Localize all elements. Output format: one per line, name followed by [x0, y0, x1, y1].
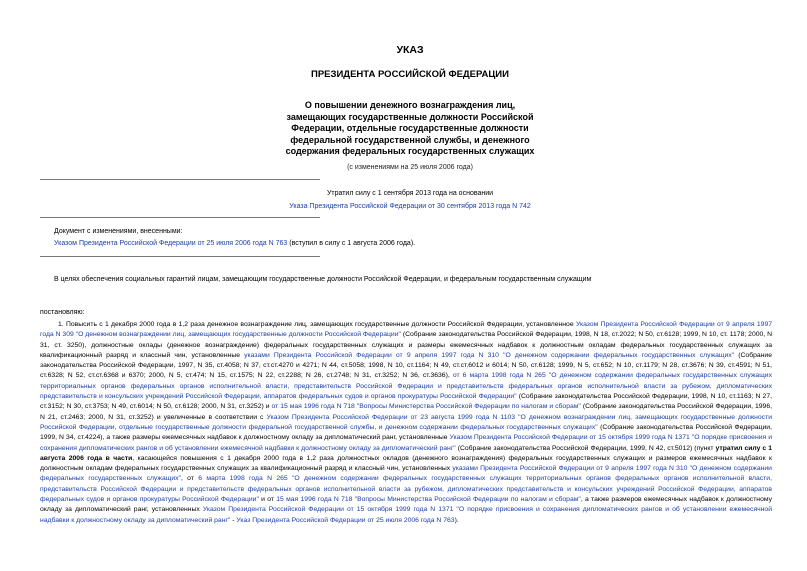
clause-text: (Собрание законодательства Российской Федерации, 1996, N 21, ст.2463; 2000, N 31, ст.3252) и увеличенные в соответствии с — [40, 403, 772, 421]
clause-text: ). — [454, 516, 459, 524]
decree-issuer: ПРЕЗИДЕНТА РОССИЙСКОЙ ФЕДЕРАЦИИ — [311, 69, 509, 80]
resolve-word: постановляю: — [40, 309, 85, 316]
clause-text: (Собрание законодательства Российской Федерации, 1998, N 18, ст.2022; N 50, ст.6128; 1999, N 10, ст. 1178; 2000, N 31, ст. 3250), должностные оклады (денежное вознаграждение) федеральных государственных служащих и размеры ежемесячных надбавок к должностным окладам федеральных государственных служащих за квалификационный разряд и классный чин, установленные — [40, 331, 772, 359]
changes-link[interactable]: Указом Президента Российской Федерации от 25 июля 2006 года N 763 — [54, 240, 288, 247]
bold-text: утратил силу с 1 августа 2006 года в части — [40, 444, 772, 462]
reference-link[interactable]: Указом Президента Российской Федерации от 15 октября 1999 года N 1371 "О порядке присвоения и сохранения дипломатических рангов и об установлении ежемесячной надбавки к должностному окладу за дипломатический ранг" — [40, 506, 772, 524]
reference-link[interactable]: Указом Президента Российской Федерации от 15 октября 1999 года N 1371 "О порядке присвоения и сохранения дипломатических рангов и об установлении ежемесячной надбавки к должностному окладу за дипломатический ранг" — [40, 434, 772, 452]
changes-suffix: (вступил в силу с 1 августа 2006 года). — [287, 240, 416, 247]
clause-text: 1. Повысить с 1 декабря 2000 года в 1,2 раза денежное вознаграждение лиц, замещающих государственные должности Российской Федерации, установленное — [58, 321, 576, 328]
divider-left-mid — [40, 217, 320, 218]
decree-subject: О повышении денежного вознаграждения лиц, замещающих государственные должности Российской Федерации, отдельные государственные должности федеральной государственной службы, и денежного содержания федеральных государственных служащих — [285, 100, 535, 157]
clause-1 — [40, 320, 772, 526]
reference-link[interactable]: от 6 марта 1998 года N 265 "О денежном содержании федеральных государственных служащих территориальных органов федеральных органов исполнительной власти, представительств Российской Федерации и представительств федеральных органов исполнительной власти за рубежом, дипломатических представительств и консульских учреждений Российской Федерации, аппаратов федеральных судов и органов прокуратуры Российской Федерации" — [40, 372, 772, 401]
clause-text: , касающейся повышения с 1 декабря 2000 года в 1,2 раза должностных окладов (денежного вознаграждения) федеральных государственных служащих и размеров ежемесячных надбавок к должностным окладам федеральных государственных служащих за квалификационный разряд и классный чин, установленных — [40, 454, 772, 473]
reference-link[interactable]: 6 марта 1998 года N 265 "О денежном содержании федеральных государственных служащих территориальных органов федеральных органов исполнительной власти, представительств Российской Федерации и представительств федеральных органов исполнительной власти за рубежом, дипломатических представительств и консульских учреждений Российской Федерации, аппаратов федеральных судов и органов прокуратуры Российской Федерации" — [40, 475, 772, 504]
clause-text: - — [230, 516, 237, 524]
clause-text: (Собрание законодательства Российской Федерации, 1998, N 10, ст.1163; N 27, ст.3152; N 30, ст.3753; N 49, ст.6014; N 50, ст.6128; 2000, N 31, ст.3252) и — [40, 393, 773, 411]
reference-link[interactable]: Указ Президента Российской Федерации от 25 июля 2006 года N 763 — [236, 516, 455, 524]
reference-link[interactable]: указами Президента Российской Федерации от 9 апреля 1997 года N 310 "О денежном содержании федеральных государственных служащих" — [244, 351, 735, 359]
lapse-link[interactable]: Указа Президента Российской Федерации от 30 сентября 2013 года N 742 — [289, 203, 531, 210]
reference-link[interactable]: Указом Президента Российской Федерации от 23 августа 1999 года N 1103 "О денежном вознаграждении лиц, замещающих государственные должности Российской Федерации, отдельные государственные должности федеральной государственной службы, и денежном содержании федеральных государственных служащих" — [40, 413, 772, 431]
clause-text: (Собрание законодательства Российской Федерации, 1999, N 42, ст.5012) (пункт — [455, 444, 716, 452]
divider-left-bottom — [40, 256, 320, 257]
lapse-notice — [270, 187, 550, 213]
amendment-note: (с изменениями на 25 июля 2006 года) — [347, 164, 473, 171]
clause-text: (Собрание законодательства Российской Федерации, 1997, N 35, ст.4058; N 37, ст.ст.4270 и 4271; N 44, ст.5058; 1998, N 10, ст.1164; N 49, ст.ст.6012 и 6014; N 50, ст.6128; 1999, N 5, ст.652; N 10, ст.1179; N 28, ст.3676; N 39, ст.4591; N 51, ст.6328; N 52, ст.ст.6368 и 6370; 2000, N 5, ст.474; N 15, ст.1575; N 22, ст.2288; N 26, ст.2748; N 31, ст.3252; N 36, ст.3636), — [40, 351, 772, 380]
preamble: В целях обеспечения социальных гарантий лицам, замещающим государственные должности Российской Федерации, и федеральным государственным служащим — [54, 276, 592, 283]
reference-link[interactable]: указами Президента Российской Федерации от 9 апреля 1997 года N 310 "О денежном содержании федеральных государственных служащих" — [40, 465, 772, 483]
divider-left-top — [40, 179, 320, 180]
clause-text: (Собрание законодательства Российской Федерации, 1999, N 34, ст.4224), а также размеры ежемесячных надбавок к должностному окладу за дипломатический ранг, установленные — [40, 423, 772, 442]
clause-text: , от — [180, 475, 199, 483]
reference-link[interactable]: 15 мая 1996 года N 718 "Вопросы Министерства Российской Федерации по налогам и сборам" — [276, 496, 581, 504]
lapse-text: Утратил силу с 1 сентября 2013 года на основании — [326, 190, 494, 197]
reference-link[interactable]: Указом Президента Российской Федерации от 9 апреля 1997 года N 309 "О денежном вознаграждении лиц, замещающих государственные должности Российской Федерации" — [40, 321, 773, 339]
clause-text: и от — [258, 496, 277, 504]
changes-label: Документ с изменениями, внесенными: — [54, 228, 183, 235]
clause-text: , а также размеров ежемесячных надбавок к должностному окладу за дипломатический ранг, установленных — [40, 496, 772, 514]
changes-notice — [54, 226, 654, 250]
decree-title: УКАЗ — [396, 44, 424, 56]
reference-link[interactable]: от 15 мая 1996 года N 718 "Вопросы Министерства Российской Федерации по налогам и сборам" — [271, 403, 581, 411]
